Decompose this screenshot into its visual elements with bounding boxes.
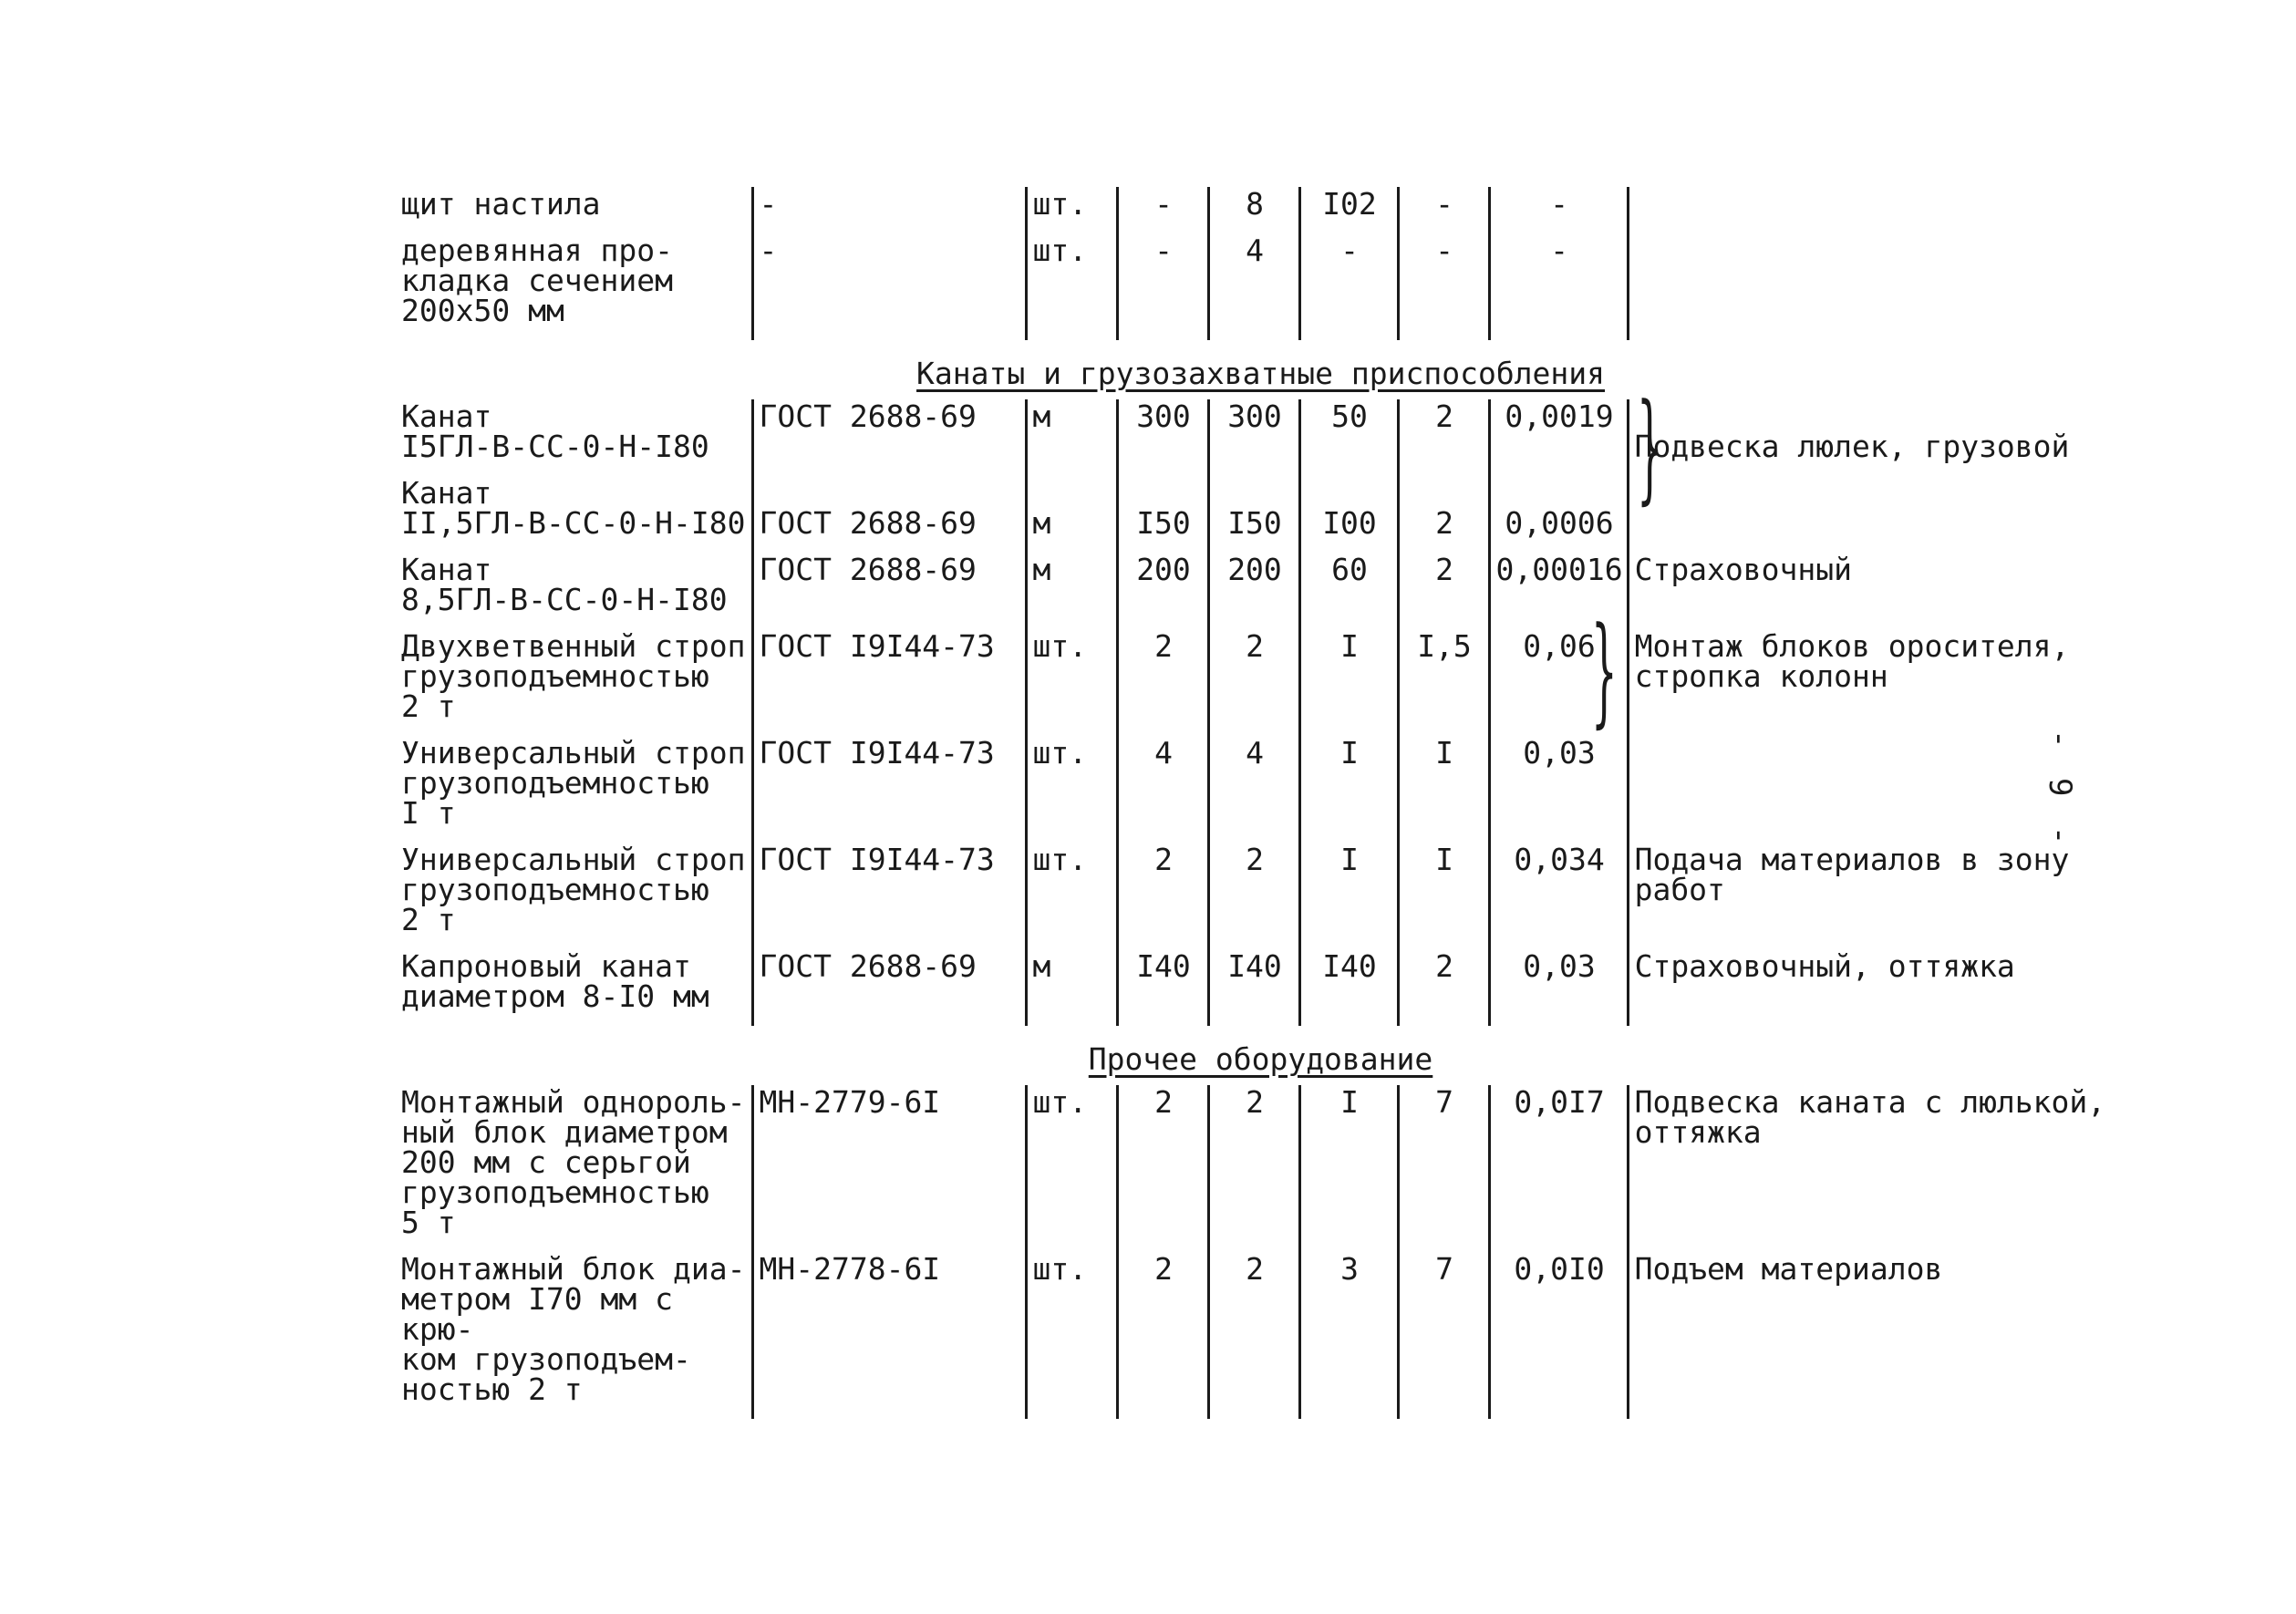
cell-qty-3: I xyxy=(1299,629,1398,736)
cell-qty-4: 7 xyxy=(1398,1085,1489,1252)
cell-unit: м xyxy=(1026,553,1117,629)
cell-item-name: Канат II,5ГЛ-В-СС-0-Н-I80 xyxy=(401,475,746,541)
cell-standard-ref: ГОСТ 2688-69 xyxy=(752,476,1026,553)
cell-purpose-note xyxy=(1628,187,2120,233)
cell-qty-4: I xyxy=(1398,843,1489,949)
cell-qty-1: 4 xyxy=(1117,736,1208,843)
cell-qty-5: 0,034 xyxy=(1489,843,1628,949)
cell-qty-3: I xyxy=(1299,843,1398,949)
table-row xyxy=(401,1085,2120,1252)
cell-standard-ref: МН-2778-6I xyxy=(752,1252,1026,1419)
brace-sling-group: } xyxy=(1590,601,1618,740)
cell-unit: шт. xyxy=(1026,736,1117,843)
cell-unit: шт. xyxy=(1026,187,1117,233)
cell-qty-1: I40 xyxy=(1117,949,1208,1026)
cell-qty-4: I,5 xyxy=(1398,629,1489,736)
cell-qty-3: I xyxy=(1299,736,1398,843)
cell-unit: шт. xyxy=(1026,233,1117,340)
cell-qty-5: 0,0I7 xyxy=(1489,1085,1628,1252)
cell-qty-2: 300 xyxy=(1208,399,1299,476)
cell-qty-1: 200 xyxy=(1117,553,1208,629)
cell-qty-3: - xyxy=(1299,233,1398,340)
cell-purpose-note: Страховочный xyxy=(1628,553,2120,629)
cell-qty-1: 2 xyxy=(1117,843,1208,949)
cell-purpose-note: Подвеска каната с люлькой, оттяжка xyxy=(1628,1085,2120,1252)
cell-qty-1: - xyxy=(1117,233,1208,340)
cell-qty-5: 0,06 xyxy=(1489,629,1628,736)
cell-item-name: Монтажный блок диа- метром I70 мм с крю- ком грузоподъем- ностью 2 т xyxy=(401,1251,746,1407)
cell-unit: м xyxy=(1026,949,1117,1026)
cell-qty-3: 3 xyxy=(1299,1252,1398,1419)
table-row xyxy=(401,553,2120,629)
table-row xyxy=(401,187,2120,233)
cell-qty-1: - xyxy=(1117,187,1208,233)
cell-standard-ref: ГОСТ I9I44-73 xyxy=(752,736,1026,843)
cell-item-name: Универсальный строп грузоподъемностью 2 т xyxy=(401,842,746,937)
equipment-table xyxy=(401,187,2120,1419)
table-row xyxy=(401,843,2120,949)
cell-qty-4: 2 xyxy=(1398,399,1489,476)
cell-qty-5: 0,0019 xyxy=(1489,399,1628,476)
cell-purpose-note: Подача материалов в зону работ xyxy=(1628,843,2120,949)
table-row xyxy=(401,476,2120,553)
cell-qty-1: 2 xyxy=(1117,1085,1208,1252)
table-row xyxy=(401,399,2120,476)
cell-qty-2: 4 xyxy=(1208,736,1299,843)
cell-purpose-note: Монтаж блоков оросителя, стропка колонн xyxy=(1628,629,2120,736)
cell-qty-2: I40 xyxy=(1208,949,1299,1026)
cell-unit: шт. xyxy=(1026,629,1117,736)
cell-qty-4: - xyxy=(1398,233,1489,340)
cell-qty-1: I50 xyxy=(1117,476,1208,553)
cell-qty-4: - xyxy=(1398,187,1489,233)
cell-qty-2: 8 xyxy=(1208,187,1299,233)
cell-qty-5: 0,03 xyxy=(1489,736,1628,843)
cell-standard-ref: ГОСТ 2688-69 xyxy=(752,399,1026,476)
cell-qty-2: 2 xyxy=(1208,843,1299,949)
cell-standard-ref: - xyxy=(752,187,1026,233)
cell-qty-3: I02 xyxy=(1299,187,1398,233)
cell-qty-1: 2 xyxy=(1117,1252,1208,1419)
cell-item-name: Канат 8,5ГЛ-В-СС-0-Н-I80 xyxy=(401,552,728,617)
cell-purpose-note xyxy=(1628,476,2120,553)
cell-qty-2: 2 xyxy=(1208,629,1299,736)
cell-standard-ref: ГОСТ I9I44-73 xyxy=(752,843,1026,949)
cell-qty-4: 7 xyxy=(1398,1252,1489,1419)
cell-item-name: деревянная про- кладка сечением 200x50 мм xyxy=(401,233,674,328)
cell-item-name: Монтажный однороль- ный блок диаметром 200 мм с серьгой грузоподъемностью 5 т xyxy=(401,1084,746,1240)
cell-qty-1: 300 xyxy=(1117,399,1208,476)
cell-standard-ref: - xyxy=(752,233,1026,340)
cell-qty-3: I00 xyxy=(1299,476,1398,553)
cell-qty-4: 2 xyxy=(1398,553,1489,629)
cell-unit: м xyxy=(1026,399,1117,476)
cell-purpose-note xyxy=(1628,233,2120,340)
table-row xyxy=(401,736,2120,843)
cell-qty-4: 2 xyxy=(1398,949,1489,1026)
cell-qty-5: 0,00016 xyxy=(1489,553,1628,629)
cell-qty-3: I xyxy=(1299,1085,1398,1252)
cell-standard-ref: ГОСТ 2688-69 xyxy=(752,553,1026,629)
cell-unit: шт. xyxy=(1026,1085,1117,1252)
cell-qty-2: 200 xyxy=(1208,553,1299,629)
table-row xyxy=(401,629,2120,736)
cell-qty-5: 0,0006 xyxy=(1489,476,1628,553)
section-title: Прочее оборудование xyxy=(1088,1041,1433,1077)
cell-qty-5: - xyxy=(1489,187,1628,233)
cell-standard-ref: ГОСТ 2688-69 xyxy=(752,949,1026,1026)
cell-unit: шт. xyxy=(1026,1252,1117,1419)
cell-item-name: Капроновый канат диаметром 8-I0 мм xyxy=(401,948,709,1014)
cell-qty-2: 4 xyxy=(1208,233,1299,340)
section-heading-cell xyxy=(401,1026,2120,1085)
cell-qty-2: 2 xyxy=(1208,1085,1299,1252)
cell-purpose-note: Подъем материалов xyxy=(1628,1252,2120,1419)
cell-qty-3: 60 xyxy=(1299,553,1398,629)
cell-qty-5: 0,0I0 xyxy=(1489,1252,1628,1419)
cell-unit: м xyxy=(1026,476,1117,553)
cell-qty-5: - xyxy=(1489,233,1628,340)
cell-qty-3: 50 xyxy=(1299,399,1398,476)
section-title: Канаты и грузозахватные приспособления xyxy=(916,356,1606,391)
brace-rope-group: } xyxy=(1636,378,1663,516)
cell-standard-ref: МН-2779-6I xyxy=(752,1085,1026,1252)
table-row xyxy=(401,233,2120,340)
section-heading-cell xyxy=(401,340,2120,399)
cell-item-name: Канат I5ГЛ-В-СС-0-Н-I80 xyxy=(401,398,709,464)
table-row xyxy=(401,1252,2120,1419)
section-heading-row xyxy=(401,1026,2120,1085)
cell-purpose-note: Страховочный, оттяжка xyxy=(1628,949,2120,1026)
cell-qty-5: 0,03 xyxy=(1489,949,1628,1026)
cell-qty-4: 2 xyxy=(1398,476,1489,553)
cell-standard-ref: ГОСТ I9I44-73 xyxy=(752,629,1026,736)
table-row xyxy=(401,949,2120,1026)
cell-qty-1: 2 xyxy=(1117,629,1208,736)
page-number: - 9 - xyxy=(2042,729,2078,851)
cell-unit: шт. xyxy=(1026,843,1117,949)
cell-purpose-note: Подвеска люлек, грузовой xyxy=(1628,399,2120,476)
cell-qty-4: I xyxy=(1398,736,1489,843)
cell-qty-2: I50 xyxy=(1208,476,1299,553)
cell-item-name: Универсальный строп грузоподъемностью I т xyxy=(401,735,746,831)
cell-qty-2: 2 xyxy=(1208,1252,1299,1419)
cell-item-name: щит настила xyxy=(401,186,601,222)
cell-item-name: Двухветвенный строп грузоподъемностью 2 т xyxy=(401,628,746,724)
cell-qty-3: I40 xyxy=(1299,949,1398,1026)
section-heading-row xyxy=(401,340,2120,399)
table-body xyxy=(401,187,2120,1419)
